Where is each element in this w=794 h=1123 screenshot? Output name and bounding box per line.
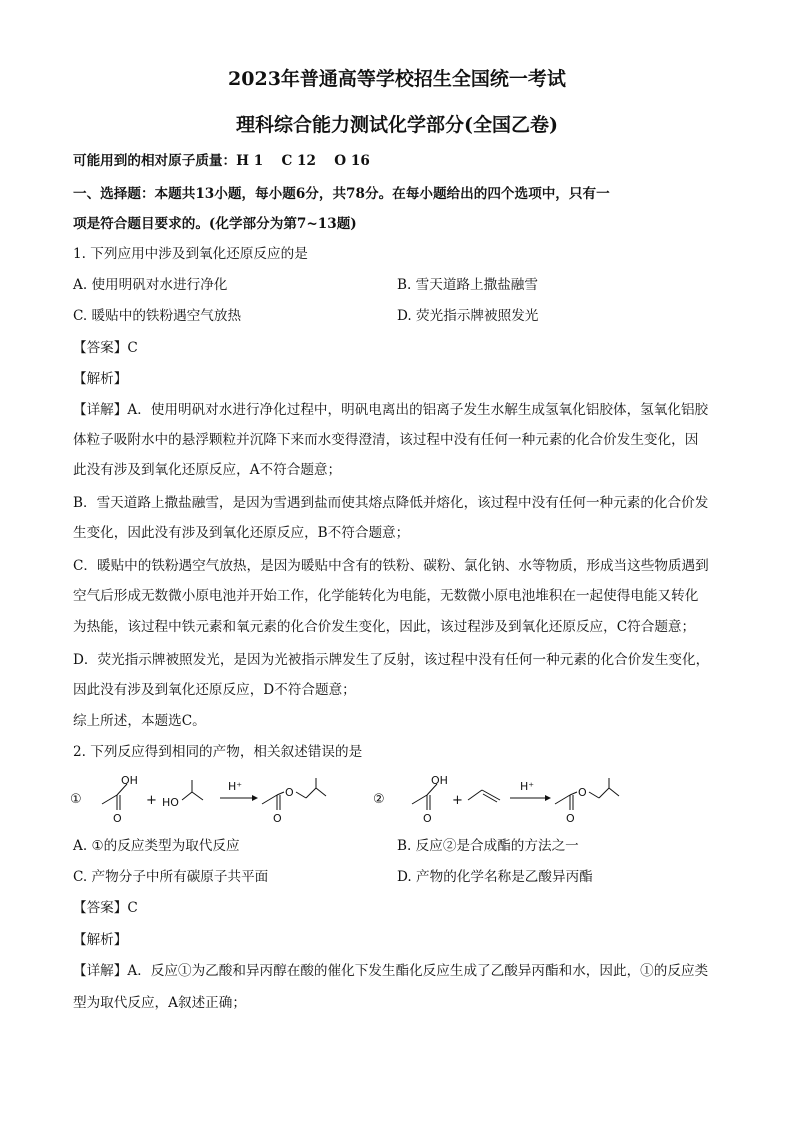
bond <box>599 788 609 798</box>
arrow-head <box>545 795 551 801</box>
catalyst-label: H⁺ <box>520 780 535 793</box>
q2-option-b: B. 反应②是合成酯的方法之一 <box>397 838 579 854</box>
bond <box>609 788 619 796</box>
bond <box>589 792 599 798</box>
q1-option-b: B. 雪天道路上撒盐融雪 <box>397 277 538 293</box>
exam-title: 2023年普通高等学校招生全国统一考试 <box>228 68 566 90</box>
bond <box>192 792 203 800</box>
bond <box>296 792 306 798</box>
atom-label: HO <box>162 796 179 809</box>
q2-analysis-label: 【解析】 <box>73 932 128 948</box>
q2-option-d: D. 产物的化学名称是乙酸异丙酯 <box>397 869 593 885</box>
plus-sign: + <box>146 793 157 808</box>
q1-answer: 【答案】C <box>73 340 138 356</box>
q1-detail-line: 空气后形成无数微小原电池并开始工作，化学能转化为电能，无数微小原电池堆积在一起使得电能又转化 <box>73 588 699 604</box>
atom-label: OH <box>431 774 448 787</box>
atom-label: O <box>578 786 587 799</box>
atom-label: O <box>113 812 122 825</box>
atom-label: O <box>285 786 294 799</box>
q1-conclusion: 综上所述，本题选C。 <box>73 713 206 729</box>
bond <box>277 792 284 795</box>
arrow-head <box>252 795 258 801</box>
bond <box>468 790 482 800</box>
reaction-2-label: ② <box>373 792 385 807</box>
bond <box>306 788 316 798</box>
q2-stem: 2. 下列反应得到相同的产物，相关叙述错误的是 <box>73 744 363 760</box>
q2-option-a: A. ①的反应类型为取代反应 <box>73 838 240 854</box>
bond <box>262 795 277 804</box>
catalyst-label: H⁺ <box>228 780 243 793</box>
q1-analysis-label: 【解析】 <box>73 371 128 387</box>
bond <box>483 794 497 802</box>
q1-detail-line: 体粒子吸附水中的悬浮颗粒并沉降下来而水变得澄清，该过程中没有任何一种元素的化合价发生变化，因 <box>73 432 699 448</box>
q2-option-c: C. 产物分子中所有碳原子共平面 <box>73 869 269 885</box>
reaction-1-label: ① <box>70 792 82 807</box>
q1-detail-line: C．暖贴中的铁粉遇空气放热，是因为暖贴中含有的铁粉、碳粉、氯化钠、水等物质，形成当这些物质遇到 <box>73 558 709 574</box>
atom-label: O <box>566 812 575 825</box>
atom-label: OH <box>121 774 138 787</box>
q1-detail-line: 【详解】A．使用明矾对水进行净化过程中，明矾电离出的铝离子发生水解生成氢氧化铝胶体，氢氧化铝胶 <box>73 402 709 418</box>
bond <box>412 795 427 804</box>
q2-answer: 【答案】C <box>73 900 138 916</box>
q1-option-d: D. 荧光指示牌被照发光 <box>397 308 539 324</box>
q1-option-c: C. 暖贴中的铁粉遇空气放热 <box>73 308 242 324</box>
q2-detail-line: 型为取代反应，A叙述正确； <box>73 995 246 1011</box>
plus-sign: + <box>452 793 463 808</box>
bond <box>555 795 570 804</box>
section-heading-line2: 项是符合题目要求的。(化学部分为第7~13题) <box>73 216 357 232</box>
q1-option-a: A. 使用明矾对水进行净化 <box>73 277 228 293</box>
reaction-diagram <box>70 770 720 830</box>
atom-label: O <box>423 812 432 825</box>
q2-detail-line: 【详解】A．反应①为乙酸和异丙醇在酸的催化下发生酯化反应生成了乙酸异丙酯和水，因此，①的反应类 <box>73 963 709 979</box>
bond <box>570 792 577 795</box>
bond <box>182 792 192 800</box>
bond <box>102 795 117 804</box>
q1-detail-line: B．雪天道路上撒盐融雪，是因为雪遇到盐而使其熔点降低并熔化，该过程中没有任何一种元素的化合价发 <box>73 495 709 511</box>
q1-detail-line: D．荧光指示牌被照发光，是因为光被指示牌发生了反射，该过程中没有任何一种元素的化合价发生变化， <box>73 652 710 668</box>
exam-subtitle: 理科综合能力测试化学部分(全国乙卷) <box>236 114 558 136</box>
q1-detail-line: 为热能，该过程中铁元素和氧元素的化合价发生变化，因此，该过程涉及到氧化还原反应，C符合题意； <box>73 619 696 635</box>
section-heading-line1: 一、选择题：本题共13小题，每小题6分，共78分。在每小题给出的四个选项中，只有一 <box>73 186 610 202</box>
q1-detail-line: 因此没有涉及到氧化还原反应，D不符合题意； <box>73 682 356 698</box>
atomic-mass-line: 可能用到的相对原子质量：H 1 C 12 O 16 <box>73 153 370 169</box>
q1-stem: 1. 下列应用中涉及到氧化还原反应的是 <box>73 246 308 262</box>
q2-reaction-scheme <box>70 770 720 830</box>
bond <box>316 788 326 796</box>
atom-label: O <box>273 812 282 825</box>
q1-detail-line: 此没有涉及到氧化还原反应，A不符合题意； <box>73 462 342 478</box>
q1-detail-line: 生变化，因此没有涉及到氧化还原反应，B不符合题意； <box>73 525 410 541</box>
